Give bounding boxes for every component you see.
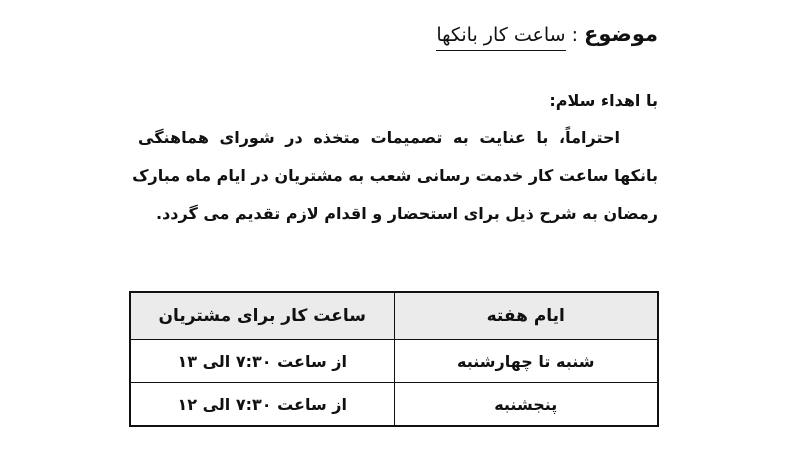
body-line: رمضان به شرح ذیل برای استحضار و اقدام لازم تقدیم می گردد. — [155, 204, 658, 223]
cell-hours: از ساعت ۷:۳۰ الی ۱۲ — [130, 383, 394, 427]
table-row — [130, 340, 658, 383]
cell-days: پنجشنبه — [394, 383, 658, 427]
body-line: احتراماً، با عنایت به تصمیمات متخذه در شورای هماهنگی — [138, 128, 620, 147]
subject-line — [436, 22, 658, 46]
table-header-row — [130, 292, 658, 340]
cell-days: شنبه تا چهارشنبه — [394, 340, 658, 383]
subject-separator: : — [565, 24, 585, 46]
body-line: بانکها ساعت کار خدمت رسانی شعب به مشتریان در ایام ماه مبارک — [132, 166, 658, 185]
header-days: ایام هفته — [394, 292, 658, 340]
greeting: با اهداء سلام: — [549, 91, 658, 110]
subject-label: موضوع — [584, 22, 658, 46]
hours-table — [129, 291, 659, 427]
subject-title: ساعت کار بانکها — [436, 24, 565, 51]
cell-hours: از ساعت ۷:۳۰ الی ۱۳ — [130, 340, 394, 383]
body-paragraph — [132, 119, 658, 233]
header-hours: ساعت کار برای مشتریان — [130, 292, 394, 340]
table-row — [130, 383, 658, 427]
